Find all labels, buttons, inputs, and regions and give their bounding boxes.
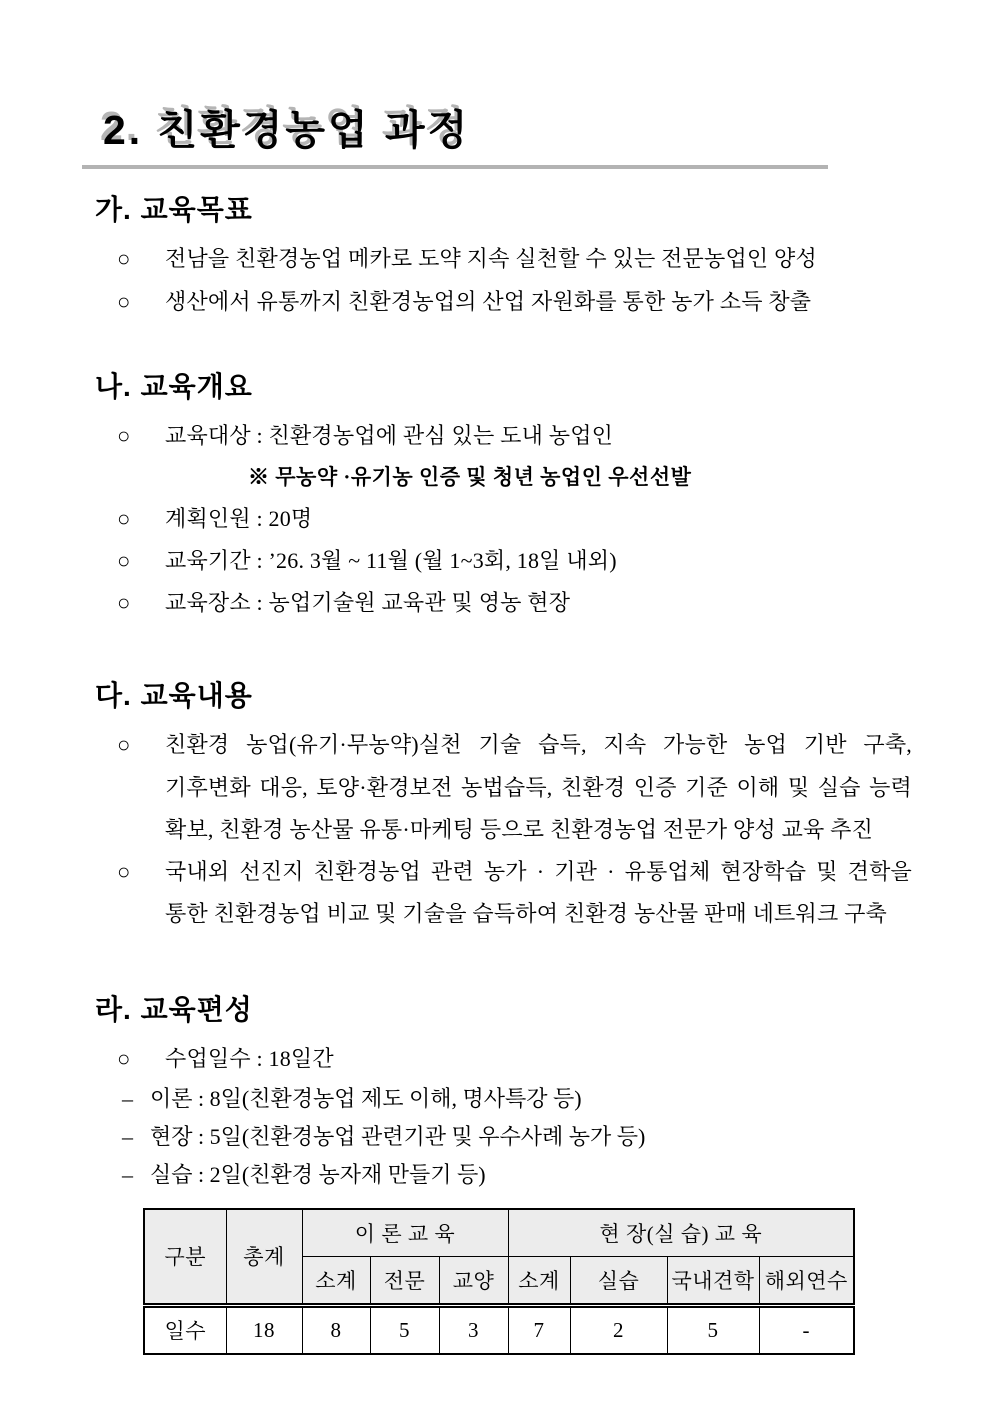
th-group-theory: 이 론 교 육 (302, 1209, 508, 1257)
overview-period-text: 교육기간 : ’26. 3월 ~ 11월 (월 1~3회, 18일 내외) (165, 547, 617, 573)
th-field-practice: 실습 (570, 1256, 667, 1305)
plan-theory-text: 이론 : 8일(친환경농업 제도 이해, 명사특강 등) (150, 1086, 582, 1112)
th-theory-specialty: 전문 (370, 1256, 439, 1305)
section-overview (80, 371, 912, 624)
goal-bullet-1-text: 전남을 친환경농업 메카로 도약 지속 실천할 수 있는 전문농업인 양성 (165, 246, 817, 272)
circle-bullet-icon: ○ (117, 246, 131, 272)
overview-period (80, 540, 912, 582)
overview-planned-count (80, 498, 912, 540)
circle-bullet-icon: ○ (117, 1045, 131, 1071)
schedule-table (143, 1208, 855, 1355)
section-content-heading: 다. 교육내용 (95, 680, 253, 712)
td-total-days: 18 (226, 1305, 302, 1354)
content-bullet-1 (80, 724, 912, 851)
plan-theory-item (80, 1080, 912, 1118)
td-row-label: 일수 (144, 1305, 226, 1354)
overview-target (80, 415, 912, 457)
td-theory-specialty-days: 5 (370, 1305, 439, 1354)
content-bullet-1-text: 친환경 농업(유기·무농약)실천 기술 습득, 지속 가능한 농업 기반 구축, 기후변화 대응, 토양·환경보전 농법습득, 친환경 인증 기준 이해 및 실습 능력 확보, 친환경 농산물 유통·마케팅 등으로 친환경농업 전문가 양성 교육 추진 (165, 732, 912, 842)
plan-field-item (80, 1118, 912, 1156)
plan-practice-item (80, 1156, 912, 1194)
goal-bullet-2-text: 생산에서 유통까지 친환경농업의 산업 자원화를 통한 농가 소득 창출 (165, 288, 812, 314)
dash-bullet-icon: – (122, 1086, 133, 1112)
th-field-overseas-training: 해외연수 (759, 1256, 854, 1305)
th-theory-subtotal: 소계 (302, 1256, 370, 1305)
th-field-domestic-tour: 국내견학 (667, 1256, 759, 1305)
td-field-practice-days: 2 (570, 1305, 667, 1354)
overview-venue-text: 교육장소 : 농업기술원 교육관 및 영농 현장 (165, 590, 571, 616)
goal-bullet-1 (80, 238, 912, 280)
title-underline-rule (82, 165, 828, 169)
page-title: 2. 친환경농업 과정 (103, 107, 471, 153)
td-theory-subtotal-days: 8 (302, 1305, 370, 1354)
content-bullet-2 (80, 851, 912, 935)
th-category: 구분 (144, 1209, 226, 1306)
section-plan (80, 994, 912, 1355)
section-goal-heading: 가. 교육목표 (95, 194, 253, 226)
th-field-subtotal: 소계 (508, 1256, 570, 1305)
section-plan-heading: 라. 교육편성 (95, 993, 253, 1025)
th-total: 총계 (226, 1209, 302, 1306)
td-field-subtotal-days: 7 (508, 1305, 570, 1354)
circle-bullet-icon: ○ (117, 590, 131, 616)
circle-bullet-icon: ○ (117, 859, 131, 885)
overview-planned-count-text: 계획인원 : 20명 (165, 505, 313, 531)
section-goal (80, 194, 912, 323)
plan-field-text: 현장 : 5일(친환경농업 관련기관 및 우수사례 농가 등) (150, 1123, 646, 1149)
table-row-days (144, 1305, 854, 1354)
table-header-row-1 (144, 1209, 854, 1257)
circle-bullet-icon: ○ (117, 547, 131, 573)
dash-bullet-icon: – (122, 1123, 133, 1149)
td-theory-liberal-days: 3 (439, 1305, 508, 1354)
overview-target-note: ※ 무농약 ·유기농 인증 및 청년 농업인 우선선발 (248, 465, 692, 490)
section-overview-heading: 나. 교육개요 (95, 370, 253, 402)
circle-bullet-icon: ○ (117, 732, 131, 758)
th-group-field: 현 장(실 습) 교 육 (508, 1209, 854, 1257)
td-field-overseas-days: - (759, 1305, 854, 1354)
plan-lead-text: 수업일수 : 18일간 (165, 1045, 334, 1071)
dash-bullet-icon: – (122, 1161, 133, 1187)
plan-lead (80, 1038, 912, 1080)
circle-bullet-icon: ○ (117, 423, 131, 449)
td-field-domestic-days: 5 (667, 1305, 759, 1354)
plan-practice-text: 실습 : 2일(친환경 농자재 만들기 등) (150, 1161, 486, 1187)
circle-bullet-icon: ○ (117, 505, 131, 531)
overview-venue (80, 582, 912, 624)
circle-bullet-icon: ○ (117, 288, 131, 314)
overview-target-text: 교육대상 : 친환경농업에 관심 있는 도내 농업인 (165, 423, 614, 449)
section-content (80, 680, 912, 935)
content-bullet-2-text: 국내외 선진지 친환경농업 관련 농가 · 기관 · 유통업체 현장학습 및 견학을 통한 친환경농업 비교 및 기술을 습득하여 친환경 농산물 판매 네트워크 구축 (165, 859, 912, 927)
th-theory-liberal: 교양 (439, 1256, 508, 1305)
goal-bullet-2 (80, 281, 912, 323)
